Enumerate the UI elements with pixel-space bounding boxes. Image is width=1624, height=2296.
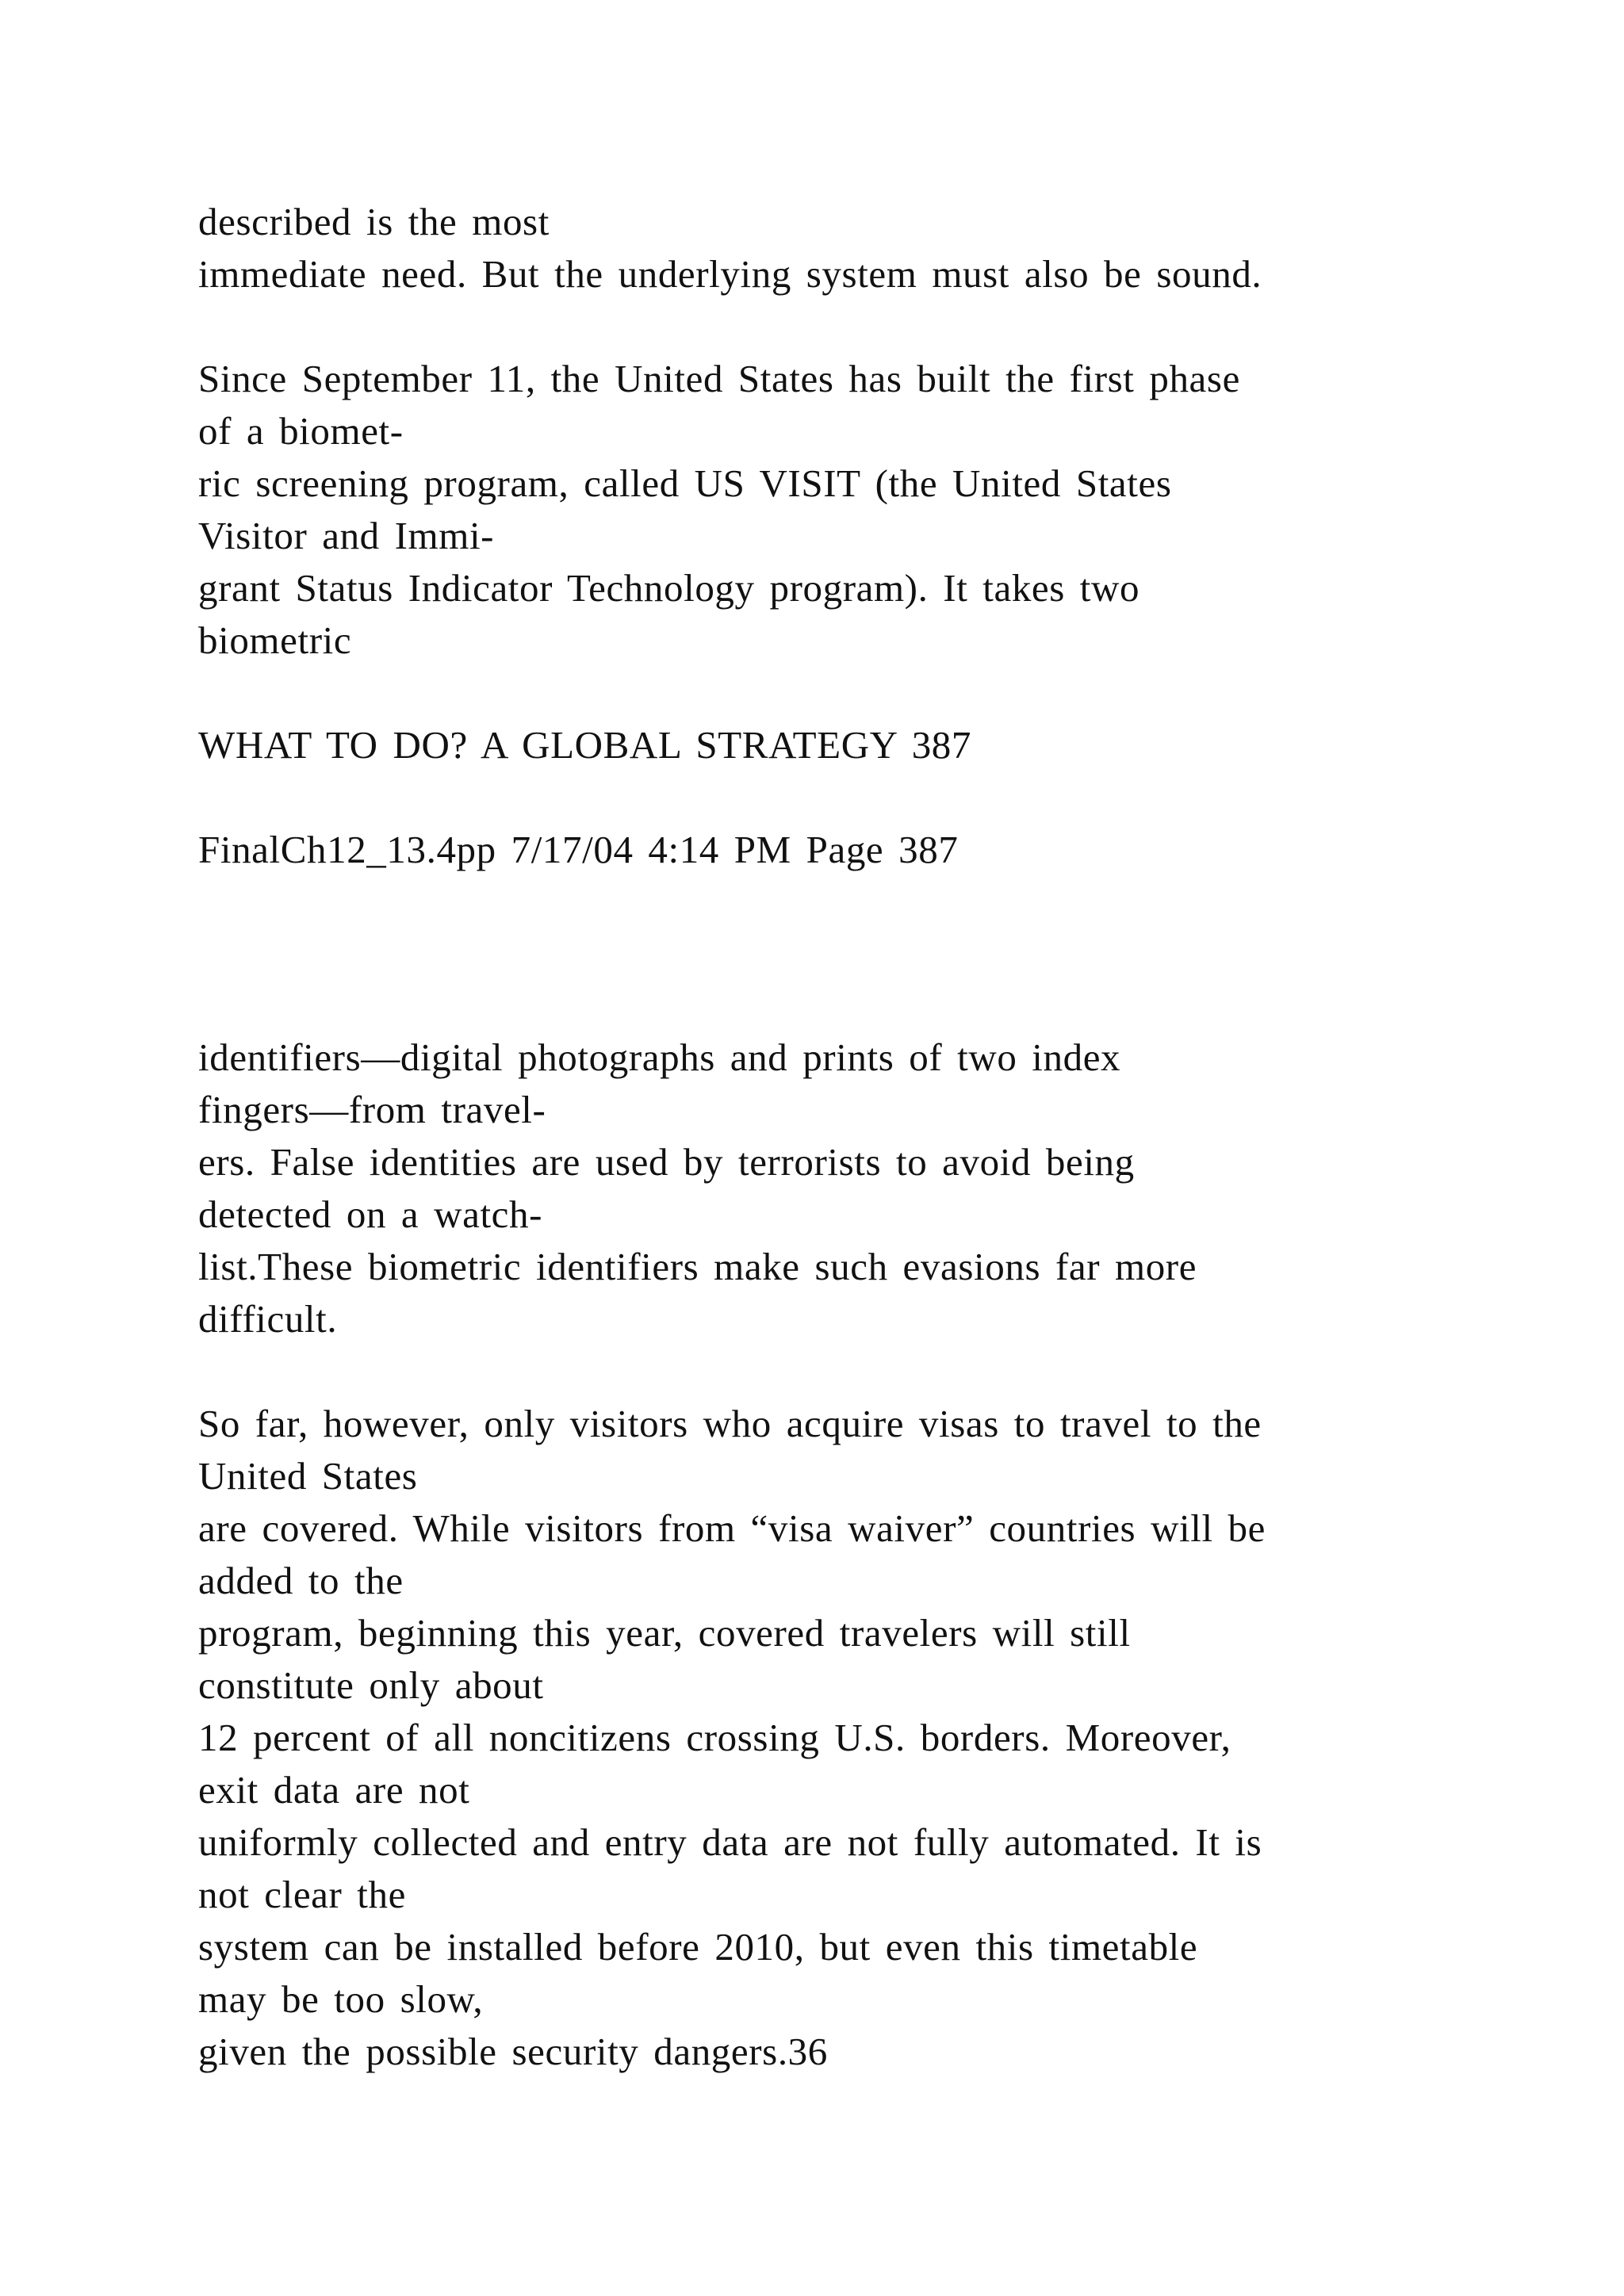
text-line: program, beginning this year, covered travelers will still <box>198 1611 1131 1655</box>
text-line: may be too slow, <box>198 1977 484 2021</box>
text-line: added to the <box>198 1559 404 1602</box>
blank-line <box>198 667 1546 719</box>
text-line: immediate need. But the underlying system must also be sound. <box>198 252 1262 296</box>
blank-line <box>198 1345 1546 1398</box>
text-line: system can be installed before 2010, but even this timetable <box>198 1925 1198 1969</box>
text-line: United States <box>198 1454 418 1498</box>
blank-line <box>198 771 1546 824</box>
text-line: detected on a watch- <box>198 1192 543 1236</box>
text-line: fingers—from travel- <box>198 1088 546 1131</box>
print-slug: FinalCh12_13.4pp 7/17/04 4:14 PM Page 387 <box>198 828 959 871</box>
text-line: Visitor and Immi- <box>198 514 495 557</box>
text-line: of a biomet- <box>198 409 404 453</box>
text-line: biometric <box>198 618 352 662</box>
text-line: constitute only about <box>198 1663 544 1707</box>
text-line: grant Status Indicator Technology program). It takes two <box>198 566 1140 610</box>
paragraph-continued <box>198 1031 1546 2078</box>
text-line: difficult. <box>198 1297 338 1341</box>
text-line: identifiers—digital photographs and prints of two index <box>198 1035 1121 1079</box>
text-line: 12 percent of all noncitizens crossing U.S. borders. Moreover, <box>198 1716 1231 1759</box>
text-line: exit data are not <box>198 1768 470 1812</box>
text-line: are covered. While visitors from “visa waiver” countries will be <box>198 1506 1266 1550</box>
text-line: ers. False identities are used by terrorists to avoid being <box>198 1140 1135 1184</box>
text-line: Since September 11, the United States has built the first phase <box>198 357 1240 400</box>
running-header: WHAT TO DO? A GLOBAL STRATEGY 387 <box>198 723 972 767</box>
text-line: described is the most <box>198 200 550 243</box>
text-line: uniformly collected and entry data are not fully automated. It is <box>198 1820 1262 1864</box>
text-line: So far, however, only visitors who acquire visas to travel to the <box>198 1402 1262 1445</box>
blank-line <box>198 300 1546 353</box>
paragraph-opening <box>198 196 1546 876</box>
text-line: not clear the <box>198 1873 406 1916</box>
text-line: list.These biometric identifiers make such evasions far more <box>198 1245 1197 1288</box>
text-line: given the possible security dangers.36 <box>198 2030 828 2073</box>
text-line: ric screening program, called US VISIT (the United States <box>198 461 1172 505</box>
